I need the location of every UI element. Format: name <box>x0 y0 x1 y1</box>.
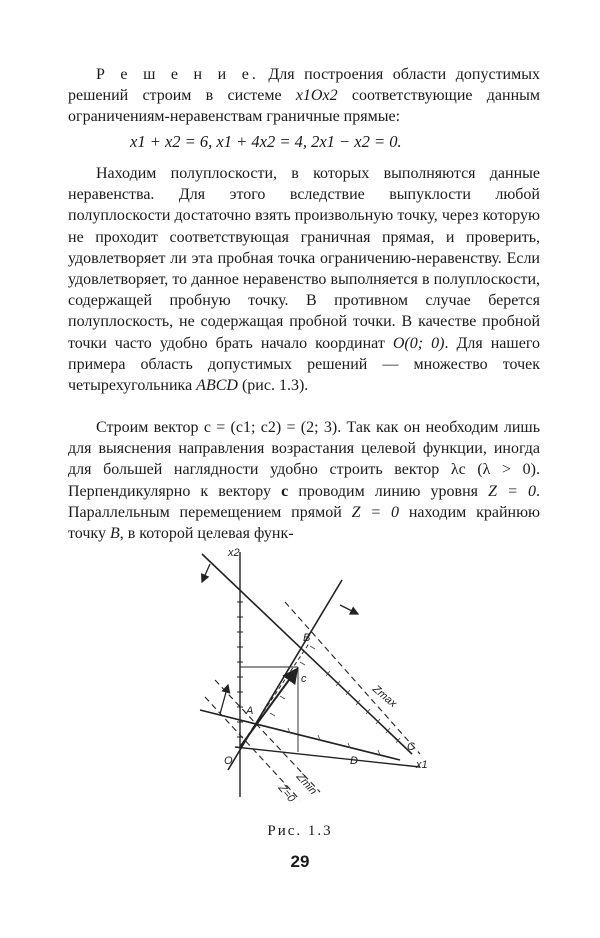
vector-definition: c = (c1; c2) = (2; 3) <box>203 419 338 436</box>
level-line: Z = 0 <box>488 482 536 500</box>
direction-arrow-top <box>202 564 210 582</box>
direction-arrow-right <box>340 605 358 614</box>
solution-heading: Р е ш е н и е. <box>96 66 259 83</box>
point-o-label: O <box>224 755 233 767</box>
x1-axis-label: x1 <box>416 759 428 771</box>
vector-c: c <box>281 482 289 500</box>
paragraph-halfplanes: Находим полуплоскости, в которых выполняются данные неравенства. Для этого вследствие выпуклости любой полуплоскости достаточно взять произвольную точку, через которую не проходит соответствующая граничная прямая, и проверить, удовлетворяет ли эта пробная точка ограничению-неравенству. Если удовлетворяет, то данное неравенство выполняется в полуплоскости, содержащей пробную точку. В противном случае берется полуплоскость, не содержащая пробной точки. В качестве пробной точки часто удобно брать начало координат O(0; 0). Для нашего примера область допустимых решений — множество точек четырехугольника ABCD (рис. 1.3). <box>68 165 540 395</box>
figure-1-3 <box>190 542 440 812</box>
page-number: 29 <box>290 852 310 871</box>
x2-axis-label: x2 <box>228 547 240 559</box>
paragraph-solution: Р е ш е н и е. Для построения области допустимых решений строим в системе x1Ox2 соответствующие данным ограничениям-неравенствам граничные прямые: <box>68 66 541 126</box>
level-line-2: Z = 0 <box>351 503 399 521</box>
boundary-lines-formula: x1 + x2 = 6, x1 + 4x2 = 4, 2x1 − x2 = 0. <box>130 132 402 151</box>
boundary-line-2 <box>200 710 400 760</box>
zmin-label: Zmin <box>293 770 320 798</box>
zmax-label: Zmax <box>370 683 399 710</box>
x1-axis <box>235 747 420 767</box>
origin-point: O(0; 0) <box>392 334 445 352</box>
boundary-line-1 <box>202 554 412 754</box>
point-a-label: A <box>246 705 254 717</box>
point-c-label: C <box>407 741 415 753</box>
point-b-label: B <box>303 632 311 644</box>
vector-c-label: c <box>301 673 307 685</box>
extreme-point: B <box>109 525 120 543</box>
coordinate-system: x1Ox2 <box>295 87 338 105</box>
point-d-label: D <box>350 755 358 767</box>
figure-caption: Рис. 1.3 <box>267 823 333 839</box>
paragraph-vector: Строим вектор c = (c1; c2) = (2; 3). Так как он необходим лишь для выяснения направления возрастания целевой функции, иногда для большей наглядности удобно строить вектор λc (λ > 0). Перпендикулярно к вектору c проводим линию уровня Z = 0. Параллельным перемещением прямой Z = 0 находим крайнюю точку B, в которой целевая функ- <box>68 419 541 543</box>
z0-label: Z=0 <box>275 782 298 805</box>
quadrilateral-name: ABCD <box>196 377 238 395</box>
lambda-vector: λc (λ > 0) <box>450 461 536 479</box>
